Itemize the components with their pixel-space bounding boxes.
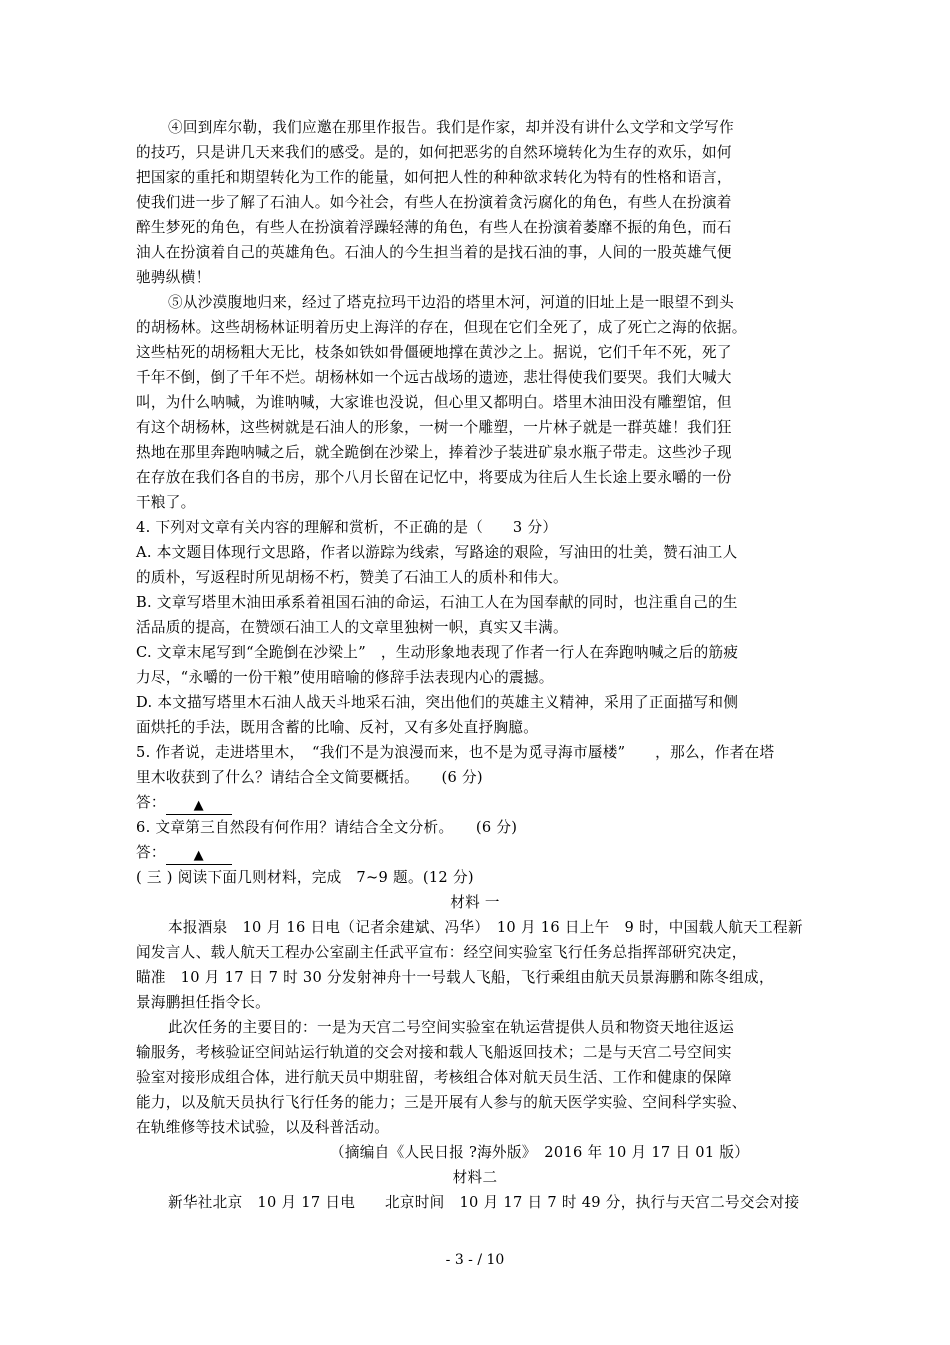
para5-line-9: 干粮了。 (136, 494, 196, 511)
para5-line-2: 的胡杨林。这些胡杨林证明着历史上海洋的存在，但现在它们全死了，成了死亡之海的依据。 (136, 319, 747, 336)
page-number: - 3 - / 10 (445, 1252, 505, 1268)
option-c-line-1: C. 文章末尾写到“全跪倒在沙梁上” ，生动形象地表现了作者一行人在奔跑呐喊之后的筋疲 (136, 644, 739, 661)
para4-line-5: 醉生梦死的角色，有些人在扮演着浮躁轻薄的角色，有些人在扮演着萎靡不振的角色，而石 (136, 219, 732, 236)
question-4: 4. 下列对文章有关内容的理解和赏析，不正确的是（ 3 分） (136, 519, 558, 536)
para5-line-3: 这些枯死的胡杨粗大无比，枝条如铁如骨僵硬地撑在黄沙之上。据说，它们千年不死，死了 (136, 344, 732, 361)
material-1-title: 材料 一 (450, 894, 500, 911)
answer-label: 答： (136, 794, 166, 811)
material-1-para2-line-1: 此次任务的主要目的：一是为天宫二号空间实验室在轨运营提供人员和物资天地往返运 (168, 1019, 734, 1036)
para4-line-3: 把国家的重托和期望转化为工作的能量，如何把人性的种种欲求转化为特有的性格和语言， (136, 169, 732, 186)
option-a-line-2: 的质朴，写返程时所见胡杨不朽，赞美了石油工人的质朴和伟大。 (136, 569, 568, 586)
material-1-line-2: 闻发言人、载人航天工程办公室副主任武平宣布：经空间实验室飞行任务总指挥部研究决定， (136, 944, 747, 961)
para5-line-1: ⑤从沙漠腹地归来，经过了塔克拉玛干边沿的塔里木河，河道的旧址上是一眼望不到头 (168, 294, 734, 311)
material-2-line-1: 新华社北京 10 月 17 日电 北京时间 10 月 17 日 7 时 49 分，执行与天宫二号交会对接 (168, 1194, 800, 1211)
material-1-para2-line-4: 能力，以及航天员执行飞行任务的能力；三是开展有人参与的航天医学实验、空间科学实验、 (136, 1094, 747, 1111)
material-1-line-3: 瞄准 10 月 17 日 7 时 30 分发射神舟十一号载人飞船，飞行乘组由航天员景海鹏和陈冬组成， (136, 969, 774, 986)
para4-line-7: 驰骋纵横！ (136, 269, 211, 286)
para4-line-4: 使我们进一步了解了石油人。如今社会，有些人在扮演着贪污腐化的角色，有些人在扮演着 (136, 194, 732, 211)
option-c-line-2: 力尽，“永嚼的一份干粮”使用暗喻的修辞手法表现内心的震撼。 (136, 669, 554, 686)
answer-label: 答： (136, 844, 166, 861)
option-a-line-1: A. 本文题目体现行文思路，作者以游踪为线索，写路途的艰险，写油田的壮美，赞石油工人 (136, 544, 738, 561)
material-1-para2-line-5: 在轨维修等技术试验，以及科普活动。 (136, 1119, 390, 1136)
para4-line-1: ④回到库尔勒，我们应邀在那里作报告。我们是作家，却并没有讲什么文学和文学写作 (168, 119, 734, 136)
option-b-line-2: 活品质的提高，在赞颂石油工人的文章里独树一帜，真实又丰满。 (136, 619, 568, 636)
answer-6 (136, 843, 232, 865)
option-d-line-1: D. 本文描写塔里木石油人战天斗地采石油，突出他们的英雄主义精神，采用了正面描写和侧 (136, 694, 739, 711)
material-1-line-4: 景海鹏担任指令长。 (136, 994, 271, 1011)
material-1-line-1: 本报酒泉 10 月 16 日电（记者余建斌、冯华） 10 月 16 日上午 9 时，中国载人航天工程新 (168, 919, 803, 936)
answer-blank: ▲ (166, 798, 232, 815)
section-3-heading: ( 三 ) 阅读下面几则材料，完成 7~9 题。(12 分) (136, 869, 474, 886)
para5-line-7: 热地在那里奔跑呐喊之后，就全跪倒在沙梁上，捧着沙子装进矿泉水瓶子带走。这些沙子现 (136, 444, 732, 461)
para5-line-8: 在存放在我们各自的书房，那个八月长留在记忆中，将要成为往后人生长途上要永嚼的一份 (136, 469, 732, 486)
answer-5 (136, 793, 232, 815)
answer-blank: ▲ (166, 848, 232, 865)
option-d-line-2: 面烘托的手法，既用含蓄的比喻、反衬，又有多处直抒胸臆。 (136, 719, 539, 736)
material-1-para2-line-2: 输服务，考核验证空间站运行轨道的交会对接和载人飞船返回技术；二是与天宫二号空间实 (136, 1044, 732, 1061)
material-2-title: 材料二 (452, 1169, 498, 1186)
question-5-line-1: 5. 作者说，走进塔里木， “我们不是为浪漫而来，也不是为觅寻海市蜃楼” ，那么，作者在塔 (136, 744, 775, 761)
question-5-line-2: 里木收获到了什么？请结合全文简要概括。 (6 分) (136, 769, 483, 786)
para4-line-6: 油人在扮演着自己的英雄角色。石油人的今生担当着的是找石油的事，人间的一股英雄气便 (136, 244, 732, 261)
material-1-para2-line-3: 验室对接形成组合体，进行航天员中期驻留，考核组合体对航天员生活、工作和健康的保障 (136, 1069, 732, 1086)
option-b-line-1: B. 文章写塔里木油田承系着祖国石油的命运，石油工人在为国奉献的同时，也注重自己的生 (136, 594, 738, 611)
para5-line-4: 千年不倒，倒了千年不烂。胡杨林如一个远古战场的遗迹，悲壮得使我们要哭。我们大喊大 (136, 369, 732, 386)
para5-line-6: 有这个胡杨林，这些树就是石油人的形象，一树一个雕塑，一片林子就是一群英雄！我们狂 (136, 419, 732, 436)
para5-line-5: 叫，为什么呐喊，为谁呐喊，大家谁也没说，但心里又都明白。塔里木油田没有雕塑馆，但 (136, 394, 732, 411)
material-1-source: （摘编自《人民日报 ?海外版》 2016 年 10 月 17 日 01 版） (330, 1144, 750, 1161)
question-6: 6. 文章第三自然段有何作用？请结合全文分析。 (6 分) (136, 819, 518, 836)
para4-line-2: 的技巧，只是讲几天来我们的感受。是的，如何把恶劣的自然环境转化为生存的欢乐，如何 (136, 144, 732, 161)
